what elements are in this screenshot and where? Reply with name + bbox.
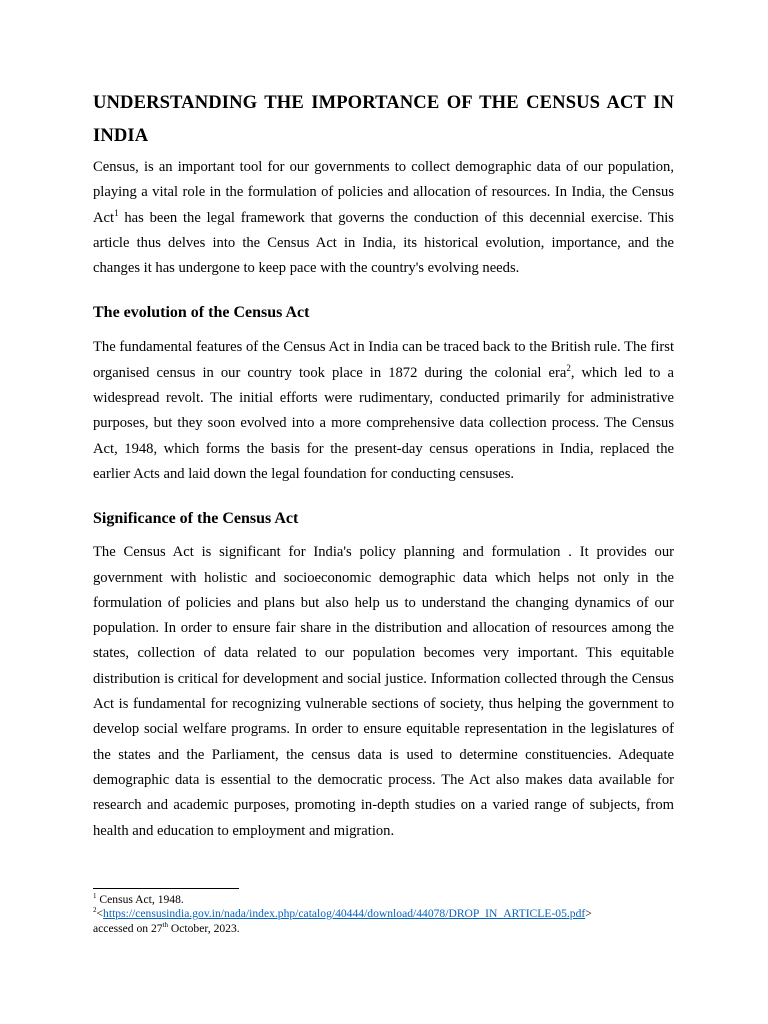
footnote-ref-1[interactable]: 1: [114, 207, 119, 218]
footnote-1: [93, 893, 674, 907]
evolution-paragraph: [93, 335, 674, 487]
footnote-2-open-bracket: <: [96, 907, 104, 921]
footnote-2: [93, 907, 674, 921]
footnote-2-accessed: [93, 922, 674, 936]
intro-paragraph: [93, 155, 674, 281]
evolution-text-part2: , which led to a widespread revolt. The initial efforts were rudimentary, conducted primarily for administrative purposes, but they soon evolved into a more comprehensive data collection process. The Census Act, 1948, which forms the basis for the present-day census operations in India, replaced the earlier Acts and laid down the legal foundation for conducting censuses.: [93, 364, 674, 482]
evolution-text-part1: The fundamental features of the Census Act in India can be traced back to the British rule. The first organised census in our country took place in 1872 during the colonial era: [93, 339, 674, 381]
significance-paragraph: The Census Act is significant for India's policy planning and formulation . It provides our government with holistic and socioeconomic demographic data which helps not only in the formulation of policies and plans but also help us to understand the changing dynamics of our population. In order to ensure fair share in the distribution and allocation of resources among the states, collection of data related to our population becomes very important. This equitable distribution is critical for development and social justice. Information collected through the Census Act is fundamental for recognizing vulnerable sections of society, thus helping the government to develop social welfare programs. In order to ensure equitable representation in the legislatures of the states and the Parliament, the census data is used to determine constituencies. Adequate demographic data is essential to the democratic process. The Act also makes data available for research and academic purposes, promoting in-depth studies on a varied range of subjects, from health and education to employment and migration.: [93, 544, 674, 839]
footnote-separator: [93, 888, 239, 889]
footnote-ref-2[interactable]: 2: [566, 362, 571, 373]
accessed-prefix: accessed on 27: [93, 921, 163, 935]
footnote-2-link[interactable]: https://censusindia.gov.in/nada/index.php/catalog/40444/download/44078/DROP_IN_ARTICLE-05.pdf: [103, 907, 586, 921]
section-heading-significance: Significance of the Census Act: [93, 510, 299, 528]
footnote-1-marker: 1: [93, 892, 97, 901]
page-title: UNDERSTANDING THE IMPORTANCE OF THE CENSUS ACT IN INDIA: [93, 92, 674, 146]
intro-text-part2: has been the legal framework that governs the conduction of this decennial exercise. This article thus delves into the Census Act in India, its historical evolution, importance, and the changes it has undergone to keep pace with the country's evolving needs.: [93, 209, 674, 277]
document-body: [93, 86, 674, 844]
footnote-2-marker: 2: [93, 906, 97, 915]
intro-text-part1: Census, is an important tool for our governments to collect demographic data of our population, playing a vital role in the formulation of policies and allocation of resources. In India, the Census Act: [93, 159, 674, 226]
footnote-2-close-bracket: >: [585, 907, 592, 921]
accessed-suffix: October, 2023.: [168, 921, 240, 935]
section-heading-evolution: The evolution of the Census Act: [93, 304, 310, 322]
footnote-1-text: Census Act, 1948.: [96, 893, 184, 906]
accessed-ordinal: th: [162, 920, 168, 929]
footnotes: [93, 893, 674, 936]
